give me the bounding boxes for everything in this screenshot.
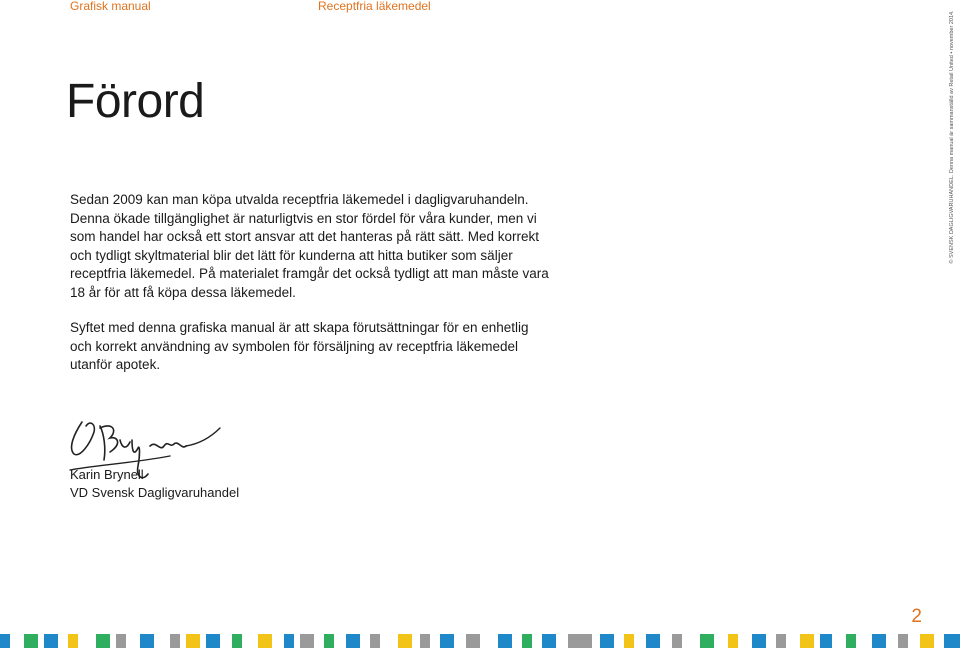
purpose-paragraph: Syftet med denna grafiska manual är att skapa förutsättningar för en enhetlig och korrekt användning av symbolen för försäljning av receptfria läkemedel utanför apotek. [70,320,529,373]
page-number: 2 [911,606,922,627]
color-stripe-bar [0,634,960,648]
page-title: Förord [66,75,205,128]
signer-name: Karin Brynell [70,467,144,482]
section-title: Receptfria läkemedel [318,0,431,13]
signer-title: VD Svensk Dagligvaruhandel [70,485,240,500]
color-stripe-blocks [0,634,960,648]
manual-title: Grafisk manual [70,0,151,13]
copyright-text: © SVENSK DAGLIGVARUHANDEL. Denna manual är sammanställd av Retail United • november 2014. [949,10,955,264]
intro-paragraph: Sedan 2009 kan man köpa utvalda receptfria läkemedel i dagligvaruhandeln. Denna ökade tillgänglighet är naturligtvis en stor fördel för våra kunder, men vi som handel har också ett stort ansvar att det hanteras på rätt sätt. Med korrekt och tydligt skyltmaterial blir det lätt för kunderna att hitta butiker som säljer receptfria läkemedel. På materialet framgår det också tydligt att man måste vara 18 år för att få köpa dessa läkemedel. [70,192,549,300]
